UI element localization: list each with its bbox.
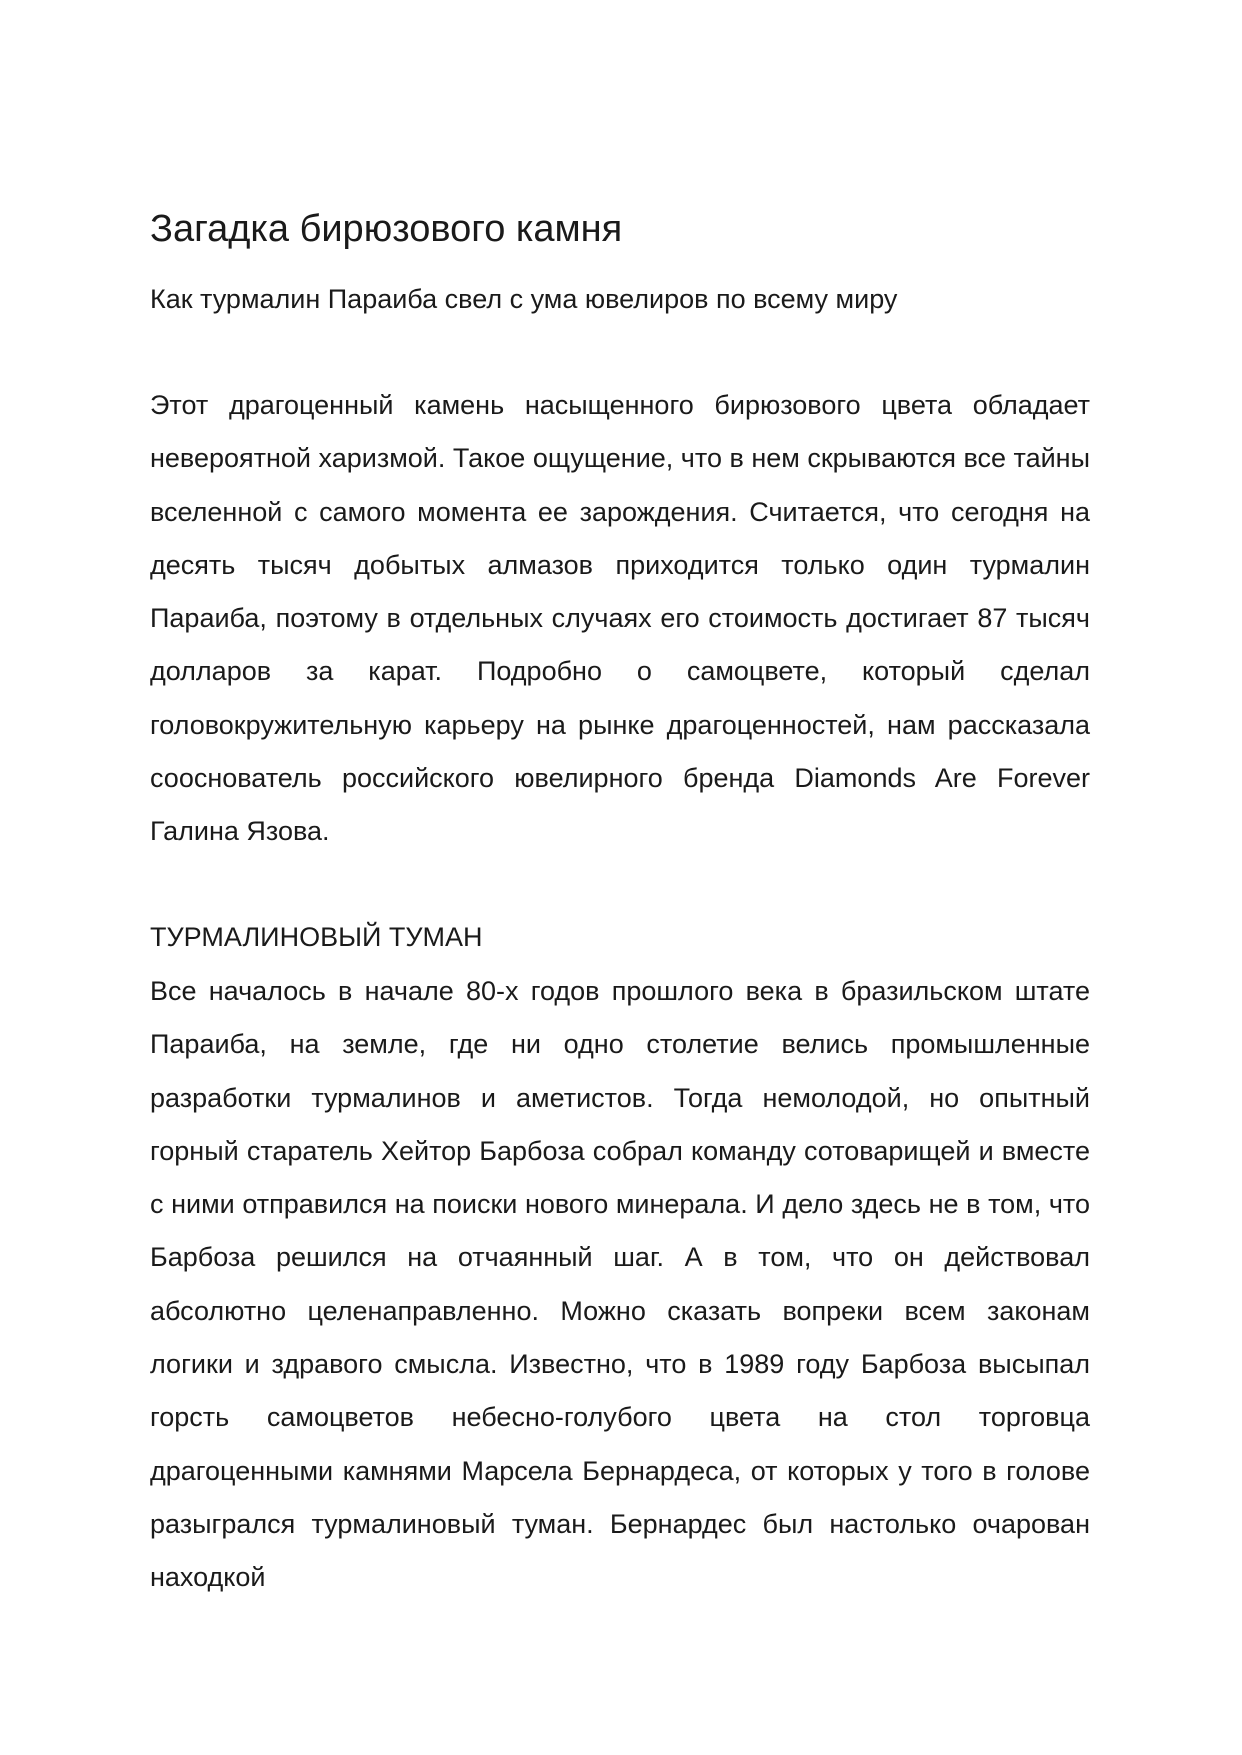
article-subtitle: Как турмалин Параиба свел с ума ювелиров по всему миру: [150, 284, 898, 314]
section-heading: ТУРМАЛИНОВЫЙ ТУМАН: [150, 922, 483, 952]
section-paragraph: Все началось в начале 80-х годов прошлого века в бразильском штате Параиба, на земле, где ни одно столетие велись промышленные разработки турмалинов и аметистов. Тогда немолодой, но опытный горный старатель Хейтор Барбоза собрал команду сотоварищей и вместе с ними отправился на поиски нового минерала. И дело здесь не в том, что Барбоза решился на отчаянный шаг. А в том, что он действовал абсолютно целенаправленно. Можно сказать вопреки всем законам логики и здравого смысла. Известно, что в 1989 году Барбоза высыпал горсть самоцветов небесно-голубого цвета на стол торговца драгоценными камнями Марсела Бернардеса, от которых у того в голове разыгрался турмалиновый туман. Бернардес был настолько очарован находкой: [150, 976, 1090, 1593]
article-title: Загадка бирюзового камня: [150, 208, 623, 250]
intro-paragraph: Этот драгоценный камень насыщенного бирюзового цвета обладает невероятной харизмой. Такое ощущение, что в нем скрываются все тайны вселенной с самого момента ее зарождения. Считается, что сегодня на десять тысяч добытых алмазов приходится только один турмалин Параиба, поэтому в отдельных случаях его стоимость достигает 87 тысяч долларов за карат. Подробно о самоцвете, который сделал головокружительную карьеру на рынке драгоценностей, нам рассказала сооснователь российского ювелирного бренда Diamonds Are Forever Галина Язова.: [150, 390, 1090, 847]
